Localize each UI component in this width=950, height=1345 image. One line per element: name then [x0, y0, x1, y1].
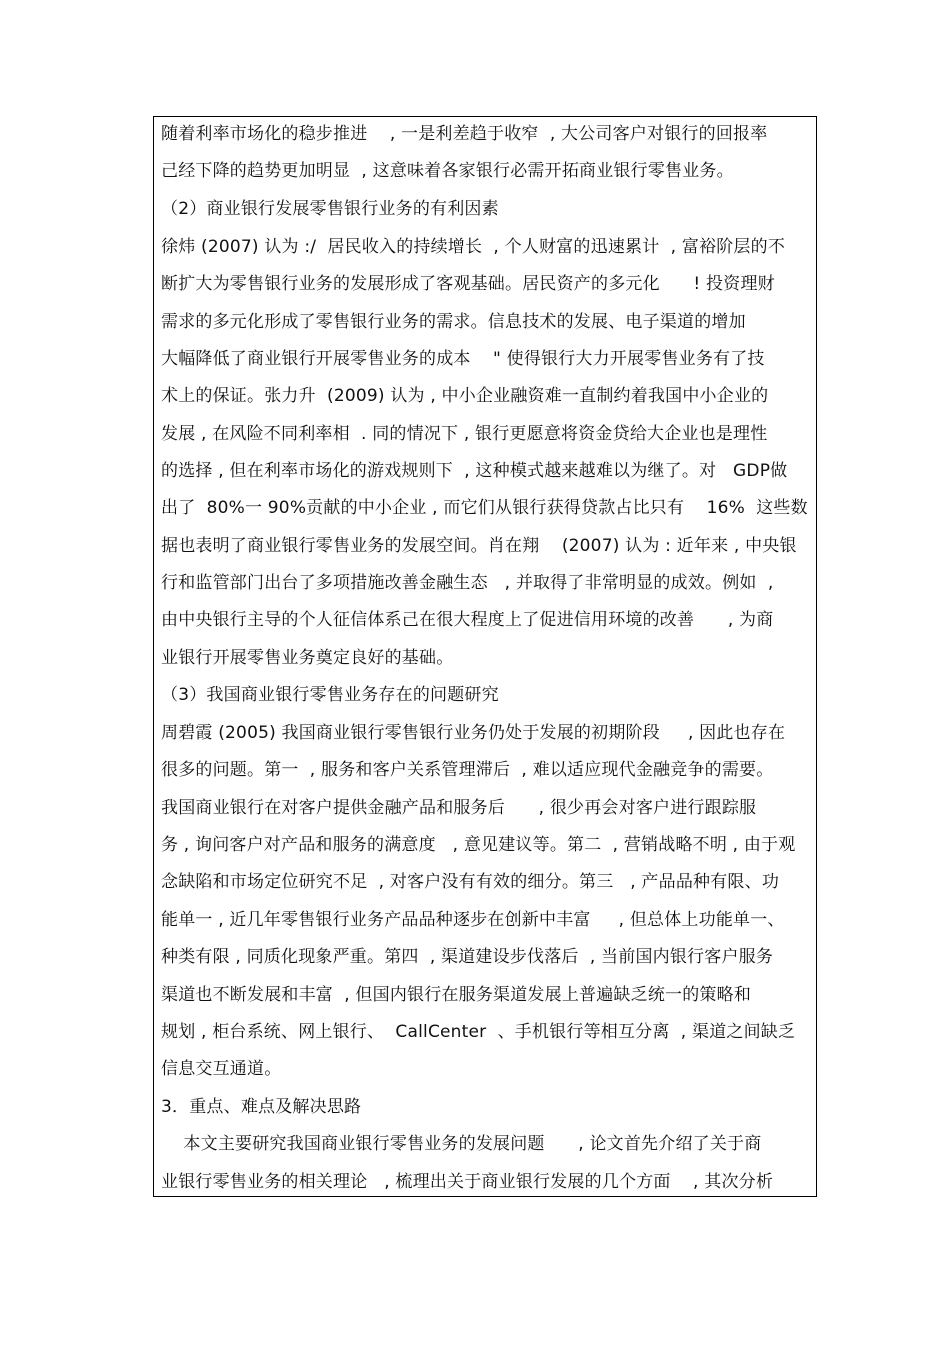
section-heading: （3）我国商业银行零售业务存在的问题研究 [161, 685, 499, 705]
text-line: 周碧霞 (2005) 我国商业银行零售银行业务仍处于发展的初期阶段 , 因此也存在 [161, 723, 786, 743]
text-line: 术上的保证。张力升 (2009) 认为 , 中小企业融资难一直制约着我国中小企业的 [161, 386, 769, 406]
text-line: 我国商业银行在对客户提供金融产品和服务后 , 很少再会对客户进行跟踪服 [161, 798, 757, 818]
text-line: 随着利率市场化的稳步推进 , 一是利差趋于收窄 , 大公司客户对银行的回报率 [161, 124, 768, 144]
text-line: 据也表明了商业银行零售业务的发展空间。肖在翔 (2007) 认为 : 近年来 , 中央银 [161, 536, 797, 556]
text-line: 断扩大为零售银行业务的发展形成了客观基础。居民资产的多元化 ! 投资理财 [161, 274, 775, 294]
section-heading: （2）商业银行发展零售银行业务的有利因素 [161, 199, 499, 219]
text-line: 由中央银行主导的个人征信体系己在很大程度上了促进信用环境的改善 , 为商 [161, 610, 774, 630]
text-line: 行和监管部门出台了多项措施改善金融生态 , 并取得了非常明显的成效。例如 , [161, 573, 774, 593]
text-line: 念缺陷和市场定位研究不足 , 对客户没有有效的细分。第三 , 产品品种有限、功 [161, 872, 780, 892]
text-line: 本文主要研究我国商业银行零售业务的发展问题 , 论文首先介绍了关于商 [161, 1134, 762, 1154]
text-line: 的选择 , 但在利率市场化的游戏规则下 , 这种模式越来越难以为继了。对 GDP做 [161, 461, 788, 481]
text-line: 需求的多元化形成了零售银行业务的需求。信息技术的发展、电子渠道的增加 [161, 312, 746, 332]
text-line: 能单一 , 近几年零售银行业务产品品种逐步在创新中丰富 , 但总体上功能单一、 [161, 910, 785, 930]
text-line: 徐炜 (2007) 认为 :/ 居民收入的持续增长 , 个人财富的迅速累计 , 富裕阶层的不 [161, 237, 786, 257]
text-line: 业银行零售业务的相关理论 , 梳理出关于商业银行发展的几个方面 , 其次分析 [161, 1172, 774, 1192]
text-line: 己经下降的趋势更加明显 , 这意味着各家银行必需开拓商业银行零售业务。 [161, 161, 734, 181]
text-line: 很多的问题。第一 , 服务和客户关系管理滞后 , 难以适应现代金融竞争的需要。 [161, 760, 774, 780]
text-line: 发展 , 在风险不同利率相 . 同的情况下 , 银行更愿意将资金贷给大企业也是理性 [161, 424, 768, 444]
text-line: 渠道也不断发展和丰富 , 但国内银行在服务渠道发展上普遍缺乏统一的策略和 [161, 985, 752, 1005]
text-line: 务 , 询问客户对产品和服务的满意度 , 意见建议等。第二 , 营销战略不明 , 由于观 [161, 835, 796, 855]
text-line: 出了 80%一 90%贡献的中小企业 , 而它们从银行获得贷款占比只有 16% 这些数 [161, 498, 808, 518]
text-line: 大幅降低了商业银行开展零售业务的成本 " 使得银行大力开展零售业务有了技 [161, 349, 765, 369]
text-line: 种类有限 , 同质化现象严重。第四 , 渠道建设步伐落后 , 当前国内银行客户服务 [161, 947, 774, 967]
text-line: 规划 , 柜台系统、网上银行、 CallCenter 、手机银行等相互分离 , 渠道之间缺乏 [161, 1022, 796, 1042]
text-line: 业银行开展零售业务奠定良好的基础。 [161, 648, 454, 668]
section-heading: 3．重点、难点及解决思路 [161, 1097, 362, 1117]
text-line: 信息交互通道。 [161, 1059, 282, 1079]
